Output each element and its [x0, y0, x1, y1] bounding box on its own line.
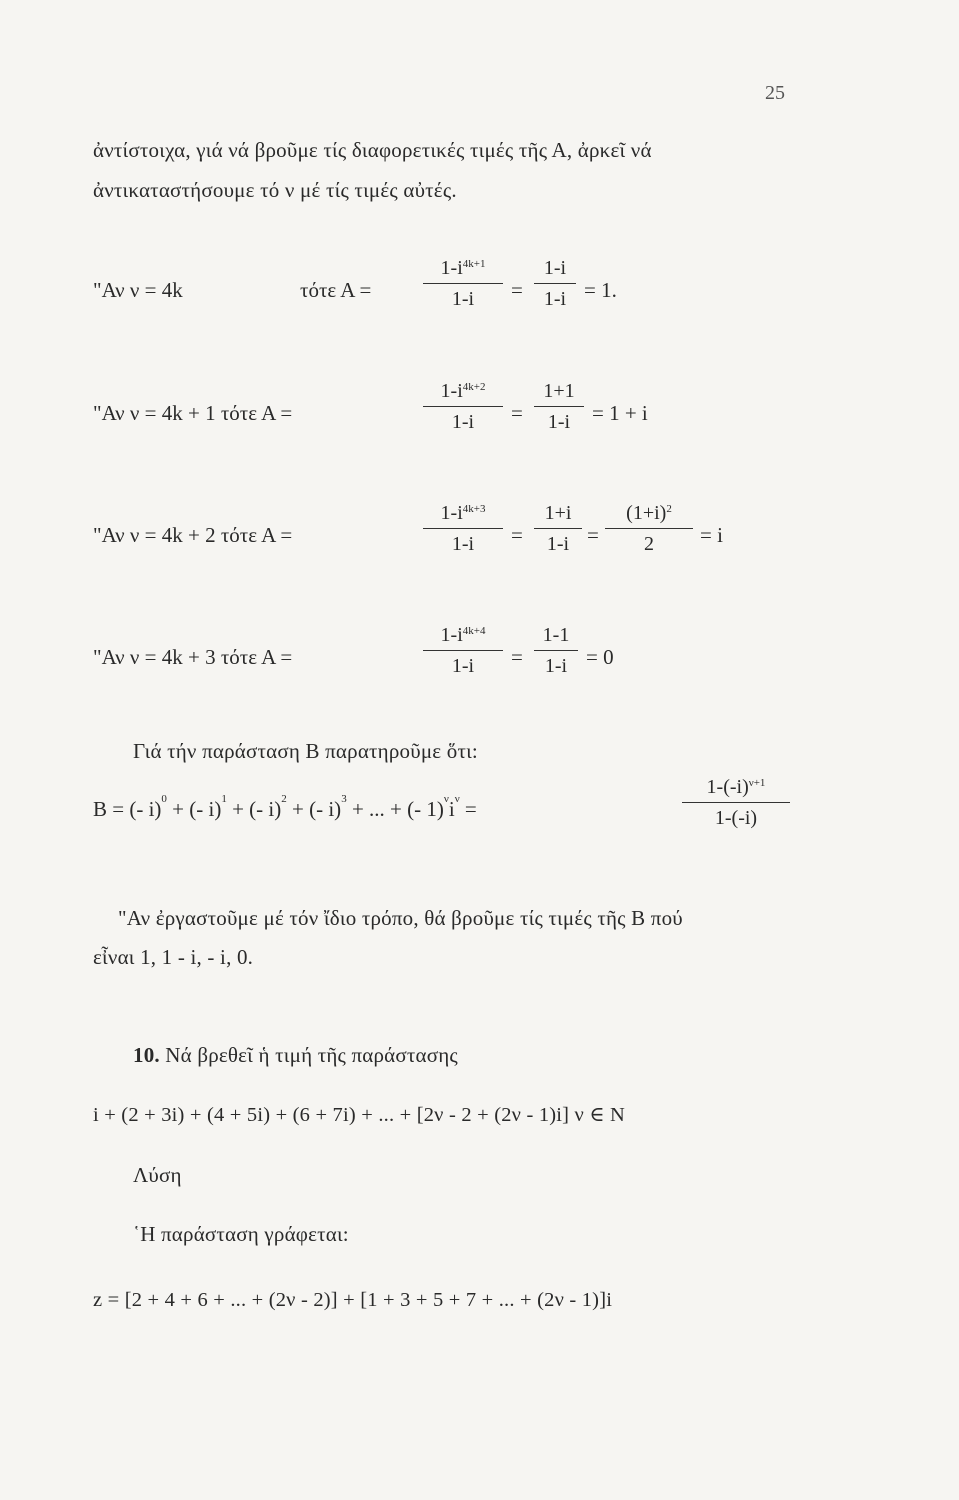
fraction-exponent: 4k+4	[462, 625, 486, 637]
fraction-numerator: 1-i	[440, 257, 463, 279]
b-intro: Γιά τήν παράσταση Β παρατηροῦμε ὅτι:	[133, 739, 478, 763]
fraction-bar	[423, 528, 503, 529]
fraction-bar	[423, 406, 503, 407]
case-3-equals-2: =	[587, 523, 599, 547]
fraction-bar	[534, 650, 578, 651]
fraction-denominator: 1-i	[451, 533, 475, 556]
problem-number: 10.	[133, 1043, 160, 1067]
case-2-fraction-2	[534, 379, 584, 434]
fraction-denominator: 2	[644, 533, 654, 556]
case-2-condition: "Αν ν = 4k + 1 τότε Α =	[93, 401, 293, 425]
b-conclusion-line-1: "Αν ἐργαστοῦμε μέ τόν ἴδιο τρόπο, θά βροῦμε τίς τιμές τῆς Β πού	[118, 906, 683, 930]
b-term-0: B = (- i)	[93, 797, 162, 821]
b-exp-0: 0	[161, 793, 167, 805]
fraction-denominator: 1-i	[451, 655, 475, 678]
case-2-equals: =	[511, 401, 523, 425]
case-3-fraction-3	[605, 501, 693, 556]
b-conclusion-line-2: εἶναι 1, 1 - i, - i, 0.	[93, 945, 254, 969]
b-exp-1: 1	[221, 793, 227, 805]
fraction-numerator: 1+1	[543, 380, 575, 402]
case-3-fraction-1	[423, 501, 503, 556]
intro-line-2: ἀντικαταστήσουμε τό ν μέ τίς τιμές αὐτές.	[93, 178, 457, 202]
b-term-3: + (- i)	[286, 797, 342, 821]
fraction-numerator: 1+i	[544, 502, 572, 524]
fraction-bar	[605, 528, 693, 529]
fraction-exponent: ν+1	[748, 777, 766, 789]
fraction-numerator: 1-i	[440, 624, 463, 646]
case-4-condition: "Αν ν = 4k + 3 τότε Α =	[93, 645, 293, 669]
fraction-denominator: 1-i	[543, 288, 567, 311]
case-1-fraction-2	[534, 256, 576, 311]
case-2-fraction-1	[423, 379, 503, 434]
fraction-numerator: 1-1	[542, 624, 570, 646]
b-formula-lhs	[93, 793, 477, 822]
fraction-numerator: 1-i	[440, 502, 463, 524]
fraction-exponent: 4k+1	[462, 258, 486, 270]
case-3-fraction-2	[534, 501, 582, 556]
case-1-tote: τότε Α =	[300, 278, 372, 302]
fraction-numerator: 1-i	[440, 380, 463, 402]
solution-line-1: ῾Η παράσταση γράφεται:	[133, 1222, 349, 1246]
fraction-exponent: 4k+2	[462, 381, 486, 393]
problem-expression: i + (2 + 3i) + (4 + 5i) + (6 + 7i) + ... + [2ν - 2 + (2ν - 1)i] ν ∈ N	[93, 1104, 626, 1126]
fraction-bar	[534, 528, 582, 529]
solution-heading: Λύση	[133, 1163, 182, 1187]
fraction-numerator: (1+i)	[626, 502, 667, 524]
b-exp-nu-2: ν	[454, 793, 460, 805]
fraction-denominator: 1-i	[451, 411, 475, 434]
intro-line-1: ἀντίστοιχα, γιά νά βροῦμε τίς διαφορετικές τιμές τῆς Α, ἀρκεῖ νά	[93, 138, 652, 162]
fraction-denominator: 1-(-i)	[714, 807, 758, 830]
fraction-bar	[534, 406, 584, 407]
case-3-result: = i	[700, 523, 723, 547]
b-term-1: + (- i)	[166, 797, 222, 821]
case-3-condition: "Αν ν = 4k + 2 τότε Α =	[93, 523, 293, 547]
b-term-4: + ... + (- 1)	[346, 797, 444, 821]
case-3-equals-1: =	[511, 523, 523, 547]
fraction-bar	[423, 283, 503, 284]
problem-heading	[133, 1043, 458, 1068]
case-4-fraction-1	[423, 623, 503, 678]
solution-line-2: z = [2 + 4 + 6 + ... + (2ν - 2)] + [1 + 3 + 5 + 7 + ... + (2ν - 1)]i	[93, 1289, 613, 1311]
case-4-equals: =	[511, 645, 523, 669]
fraction-denominator: 1-i	[544, 655, 568, 678]
fraction-numerator: 1-(-i)	[706, 776, 749, 798]
b-formula-fraction	[682, 775, 790, 830]
case-1-equals: =	[511, 278, 523, 302]
fraction-exponent: 2	[666, 503, 672, 515]
b-term-2: + (- i)	[226, 797, 282, 821]
fraction-bar	[682, 802, 790, 803]
fraction-bar	[423, 650, 503, 651]
fraction-denominator: 1-i	[547, 411, 571, 434]
case-4-fraction-2	[534, 623, 578, 678]
case-2-result: = 1 + i	[592, 401, 648, 425]
problem-text: Νά βρεθεῖ ἡ τιμή τῆς παράστασης	[159, 1043, 458, 1067]
case-1-result: = 1.	[584, 278, 617, 302]
fraction-denominator: 1-i	[451, 288, 475, 311]
fraction-bar	[534, 283, 576, 284]
case-1-fraction-1	[423, 256, 503, 311]
b-exp-2: 2	[281, 793, 287, 805]
fraction-exponent: 4k+3	[462, 503, 486, 515]
case-4-result: = 0	[586, 645, 614, 669]
fraction-numerator: 1-i	[543, 257, 567, 279]
fraction-denominator: 1-i	[546, 533, 570, 556]
page-number: 25	[765, 82, 785, 104]
b-term-5: i	[448, 797, 455, 821]
case-1-condition: "Αν ν = 4k	[93, 278, 183, 302]
b-equals: =	[459, 797, 477, 821]
b-exp-nu: ν	[443, 793, 449, 805]
b-exp-3: 3	[341, 793, 347, 805]
